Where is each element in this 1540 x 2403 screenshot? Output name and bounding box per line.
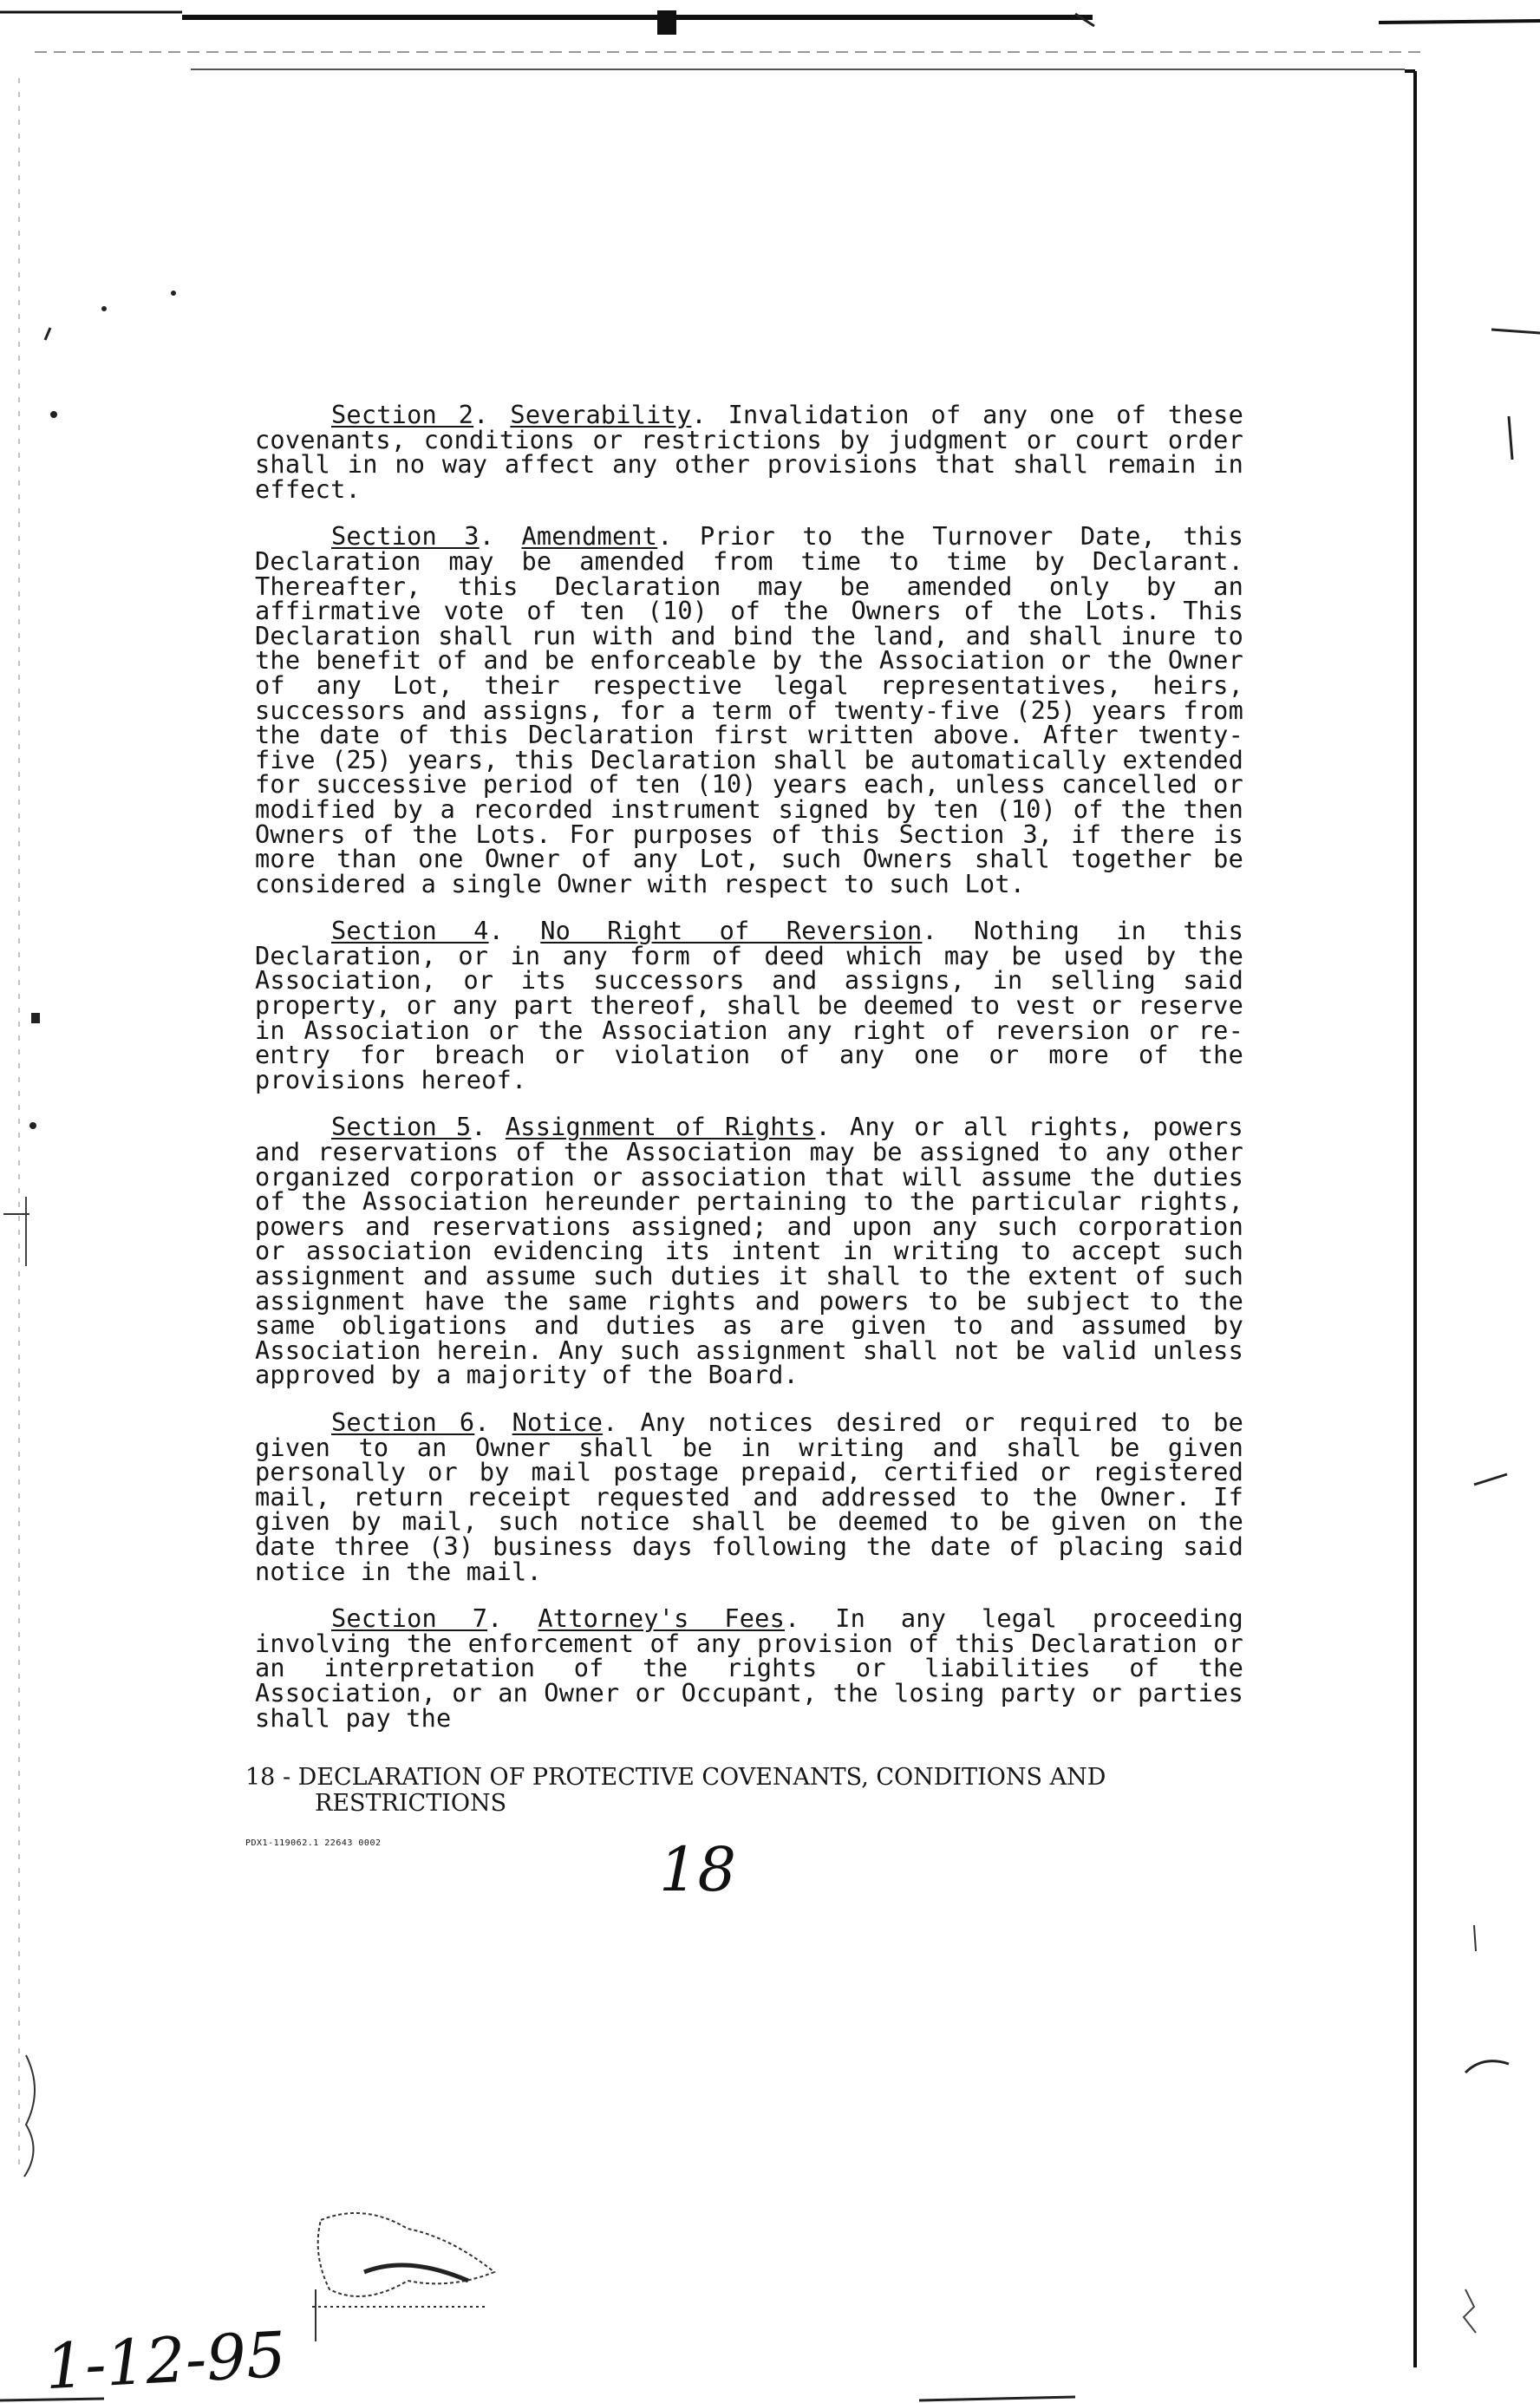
section-body: Prior to the Turnover Date, this Declaration may be amended from time to time by Declarant. Thereafter, this Declaration may be amended only by an affirmative vote of ten (10) of the Owners of the Lots. This Declaration shall run with and bind the land, and shall inure to the benefit of and be enforceable by the Association or the Owner of any Lot, their respective legal representatives, heirs, successors and assigns, for a term of twenty-five (25) years from the date of this Declaration first written above. After twenty-five (25) years, this Declaration shall be automatically extended for successive period of ten (10) years each, unless cancelled or modified by a recorded instrument signed by ten (10) of the then Owners of the Lots. For purposes of this Section 3, if there is more than one Owner of any Lot, such Owners shall together be considered a single Owner with respect to such Lot. (255, 521, 1243, 898)
section-body: Nothing in this Declaration, or in any form of deed which may be used by the Association, or its successors and assigns, in selling said property, or any part thereof, shall be deemed to vest or reserve in Association or the Association any right of reversion or re-entry for breach or violation of any one or more of the provisions hereof. (255, 916, 1243, 1094)
section-heading: Section 6 (331, 1407, 475, 1437)
section-body: In any legal proceeding involving the enforcement of any provision of this Declaration or an interpretation of the rights or liabilities of the Association, or an Owner or Occupant, the losing party or parties shall pay the (255, 1603, 1243, 1733)
section-title: Notice (512, 1407, 604, 1437)
handwritten-date: 1-12-95 (42, 2317, 288, 2403)
section-2: Section 2. Severability. Invalidation of any one of these covenants, conditions or restrictions by judgment or court order shall in no way affect any other provisions that shall remain in effect. (255, 400, 1243, 504)
section-heading: Section 2 (331, 400, 474, 429)
section-heading: Section 3 (331, 521, 480, 552)
section-body: Any notices desired or required to be given to an Owner shall be in writing and shall be given personally or by mail postage prepaid, certified or registered mail, return receipt requested and addressed to the Owner. If given by mail, such notice shall be deemed to be given on the date three (3) business days following the date of placing said notice in the mail. (255, 1407, 1243, 1586)
section-body: Invalidation of any one of these covenants, conditions or restrictions by judgment or court order shall in no way affect any other provisions that shall remain in effect. (255, 400, 1243, 504)
page-footer-title (245, 1765, 1199, 1817)
footer-line-2: RESTRICTIONS (315, 1790, 507, 1817)
section-5: Section 5. Assignment of Rights. Any or all rights, powers and reservations of the Association may be assigned to any other organized corporation or association that will assume the duties of the Association hereunder pertaining to the particular rights, powers and reservations assigned; and upon any such corporation or association evidencing its intent in writing to accept such assignment and assume such duties it shall to the extent of such assignment have the same rights and powers to be subject to the same obligations and duties as are given to and assumed by Association herein. Any such assignment shall not be valid unless approved by a majority of the Board. (255, 1112, 1243, 1390)
section-6: Section 6. Notice. Any notices desired or required to be given to an Owner shall be in writing and shall be given personally or by mail postage prepaid, certified or registered mail, return receipt requested and addressed to the Owner. If given by mail, such notice shall be deemed to be given on the date three (3) business days following the date of placing said notice in the mail. (255, 1407, 1243, 1586)
section-body: Any or all rights, powers and reservations of the Association may be assigned to any other organized corporation or association that will assume the duties of the Association hereunder pertaining to the particular rights, powers and reservations assigned; and upon any such corporation or association evidencing its intent in writing to accept such assignment and assume such duties it shall to the extent of such assignment have the same rights and powers to be subject to the same obligations and duties as are given to and assumed by Association herein. Any such assignment shall not be valid unless approved by a majority of the Board. (255, 1112, 1243, 1390)
section-3: Section 3. Amendment. Prior to the Turnover Date, this Declaration may be amended from time to time by Declarant. Thereafter, this Declaration may be amended only by an affirmative vote of ten (10) of the Owners of the Lots. This Declaration shall run with and bind the land, and shall inure to the benefit of and be enforceable by the Association or the Owner of any Lot, their respective legal representatives, heirs, successors and assigns, for a term of twenty-five (25) years from the date of this Declaration first written above. After twenty-five (25) years, this Declaration shall be automatically extended for successive period of ten (10) years each, unless cancelled or modified by a recorded instrument signed by ten (10) of the then Owners of the Lots. For purposes of this Section 3, if there is more than one Owner of any Lot, such Owners shall together be considered a single Owner with respect to such Lot. (255, 521, 1243, 898)
section-title: Assignment of Rights (505, 1112, 816, 1142)
section-title: Severability (510, 400, 692, 429)
footer-line-1: 18 - DECLARATION OF PROTECTIVE COVENANTS, CONDITIONS AND (245, 1764, 1106, 1791)
section-title: Attorney's Fees (538, 1603, 785, 1634)
section-heading: Section 4 (331, 916, 489, 946)
section-title: Amendment (521, 521, 658, 552)
declaration-body (255, 402, 1243, 1753)
section-7: Section 7. Attorney's Fees. In any legal proceeding involving the enforcement of any provision of this Declaration or an interpretation of the rights or liabilities of the Association, or an Owner or Occupant, the losing party or parties shall pay the (255, 1603, 1243, 1733)
handwritten-page-number: 18 (659, 1834, 737, 1905)
section-heading: Section 7 (331, 1603, 488, 1634)
section-heading: Section 5 (331, 1112, 472, 1142)
section-title: No Right of Reversion (540, 916, 923, 946)
document-id: PDX1-119062.1 22643 0002 (245, 1838, 382, 1848)
section-4: Section 4. No Right of Reversion. Nothing in this Declaration, or in any form of deed which may be used by the Association, or its successors and assigns, in selling said property, or any part thereof, shall be deemed to vest or reserve in Association or the Association any right of reversion or re-entry for breach or violation of any one or more of the provisions hereof. (255, 916, 1243, 1094)
